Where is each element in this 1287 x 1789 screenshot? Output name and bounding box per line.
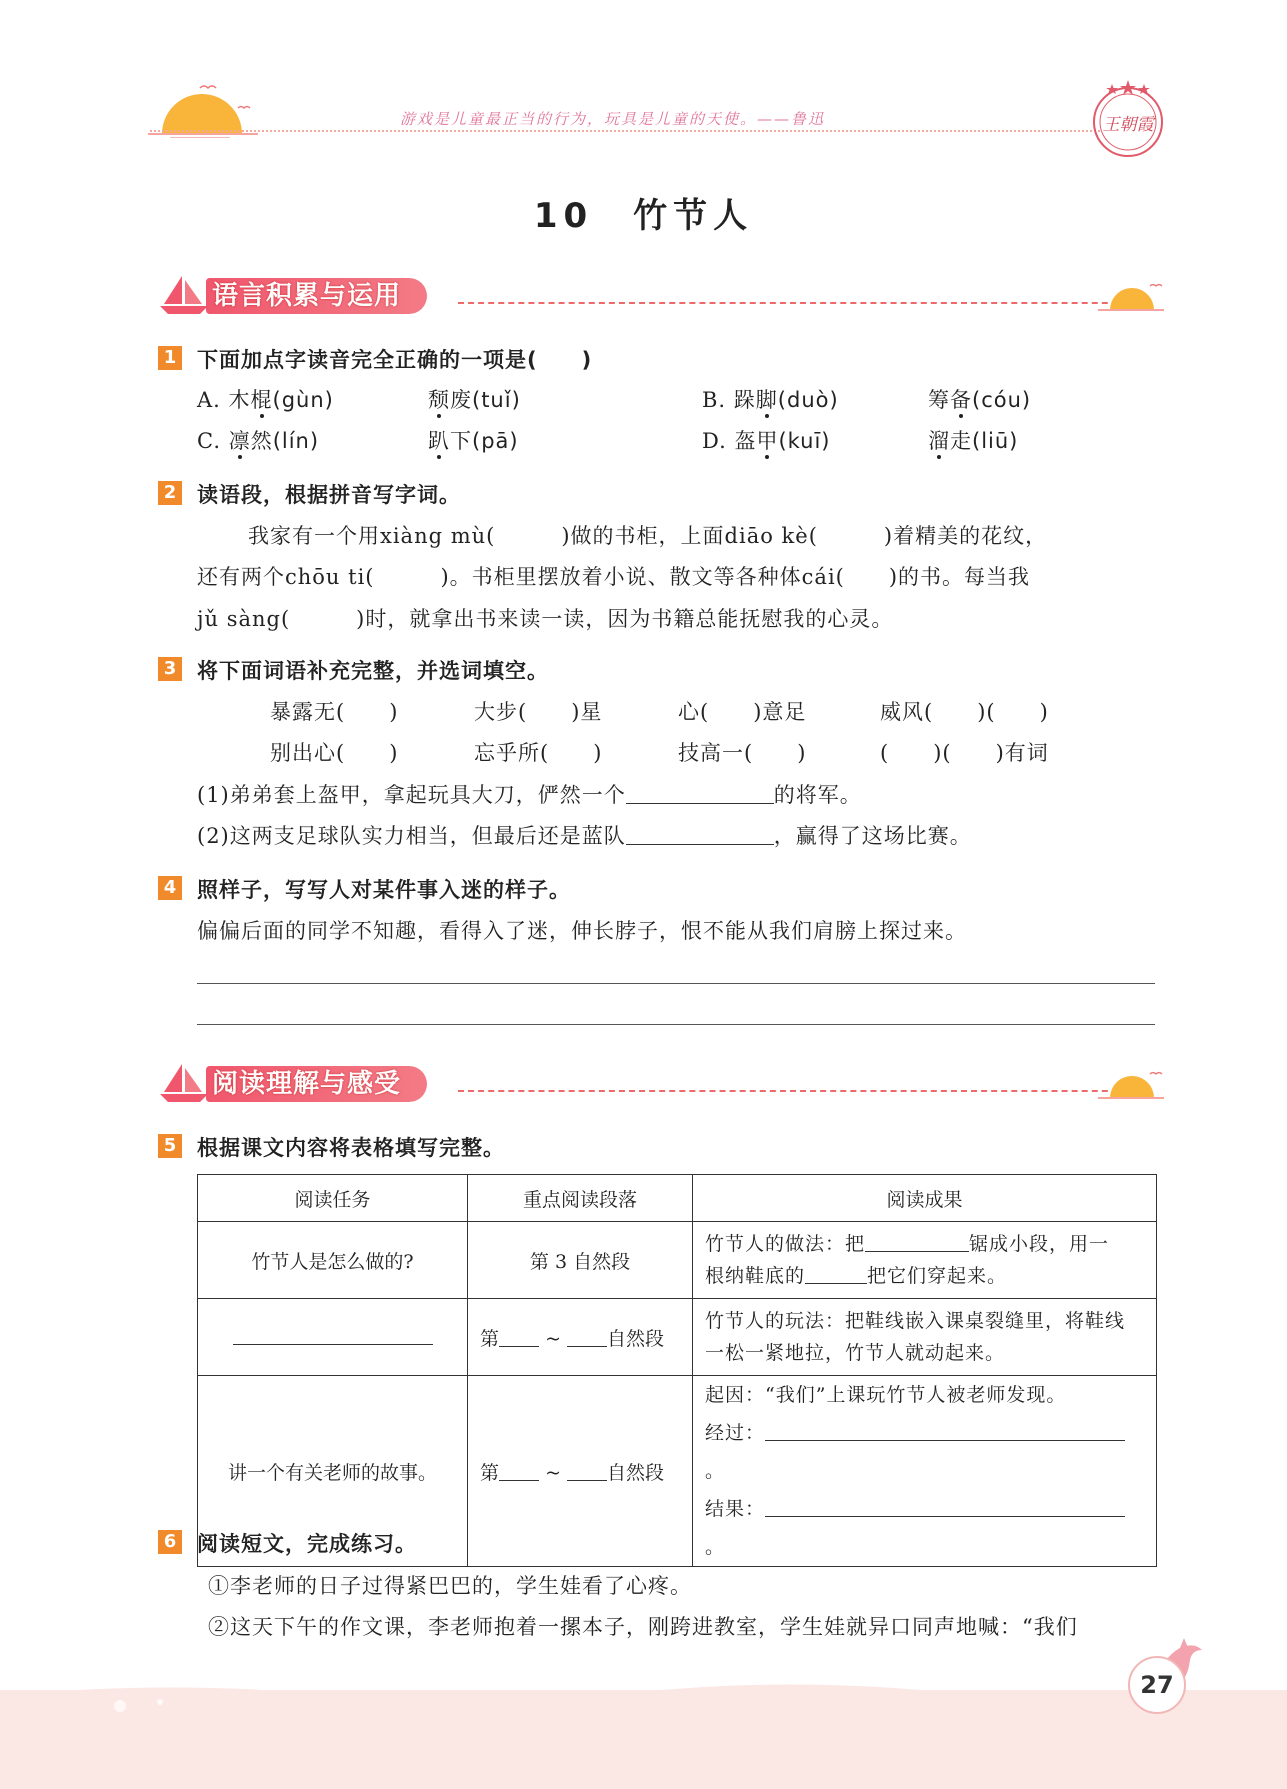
idiom-fill: 大步( )星 [474,700,603,724]
q3-sentence-1: (1)弟弟套上盔甲，拿起玩具大刀，俨然一个 的将军。 [197,783,862,807]
q1-option-c-word2: 趴下(pā) [428,429,519,453]
q2-passage-line: 还有两个chōu ti( )。书柜里摆放着小说、散文等各种体cái( )的书。每当我 [197,565,1031,589]
writing-line[interactable] [197,983,1155,984]
idiom-fill: 威风( )( ) [880,700,1049,724]
q1-option-d: D. 盔甲(kuī) [702,429,831,453]
answer-blank[interactable] [567,1462,607,1481]
reading-table [197,1174,1157,1567]
table-row [198,1222,1157,1299]
table-cell-result: 竹节人的做法：把 锯成小段，用一 根纳鞋底的 把它们穿起来。 [693,1222,1157,1299]
q6-paragraph-2: ②这天下午的作文课，李老师抱着一摞本子，刚跨进教室，学生娃就异口同声地喊：“我们 [208,1615,1078,1639]
teacher-stamp-logo [1088,76,1168,162]
question-number: 3 [158,657,182,681]
table-row [198,1299,1157,1376]
q2-passage-line: 我家有一个用xiàng mù( )做的书柜，上面diāo kè( )着精美的花纹， [248,524,1048,548]
question-number: 4 [158,876,182,900]
q1-option-a-word2: 颓废(tuǐ) [428,388,521,412]
q1-option-b: B. 跺脚(duò) [702,388,839,412]
q1-option-c: C. 凛然(lín) [197,429,320,453]
sunset-small-icon [1098,1068,1164,1106]
idiom-fill: ( )( )有词 [880,741,1049,765]
answer-blank[interactable] [626,826,774,845]
idiom-fill: 暴露无( ) [270,700,399,724]
table-header-row [198,1175,1157,1222]
writing-line[interactable] [197,1024,1155,1025]
idiom-fill: 别出心( ) [270,741,399,765]
question-number: 2 [158,481,182,505]
page-number: 27 [1128,1656,1186,1714]
question-5-prompt: 根据课文内容将表格填写完整。 [197,1136,505,1160]
stamp-text: 王朝霞 [1102,115,1154,135]
table-cell-result: 竹节人的玩法：把鞋线嵌入课桌裂缝里，将鞋线一松一紧地拉，竹节人就动起来。 [693,1299,1157,1376]
question-1-prompt: 下面加点字读音完全正确的一项是( ) [197,348,593,372]
header-motto: 游戏是儿童最正当的行为，玩具是儿童的天使。——鲁迅 [400,110,826,128]
idiom-fill: 心( )意足 [678,700,807,724]
q4-example: 偏偏后面的同学不知趣，看得入了迷，伸长脖子，恨不能从我们肩膀上探过来。 [197,919,967,943]
section-title-reading: 阅读理解与感受 [206,1066,427,1102]
question-2-prompt: 读语段，根据拼音写字词。 [197,483,461,507]
footer-wave [0,1672,1287,1712]
section-divider [458,1090,1138,1092]
table-cell-task: 竹节人是怎么做的? [198,1222,468,1299]
table-header: 阅读任务 [198,1175,468,1222]
idiom-fill: 技高一( ) [678,741,807,765]
answer-blank[interactable] [765,1498,1125,1517]
q6-paragraph-1: ①李老师的日子过得紧巴巴的，学生娃看了心疼。 [208,1574,692,1598]
answer-blank[interactable] [567,1328,607,1347]
question-6-prompt: 阅读短文，完成练习。 [197,1532,417,1556]
table-cell-paragraph: 第 3 自然段 [468,1222,693,1299]
question-number: 6 [158,1530,182,1554]
answer-blank[interactable] [805,1265,867,1284]
question-number: 5 [158,1134,182,1158]
answer-blank[interactable] [233,1326,433,1345]
idiom-fill: 忘乎所( ) [474,741,603,765]
answer-blank[interactable] [865,1233,969,1252]
header-dotted-line [150,130,1100,132]
answer-blank[interactable] [626,785,774,804]
section-banner-language [158,274,1158,318]
table-header: 阅读成果 [693,1175,1157,1222]
section-banner-reading [158,1062,1158,1106]
question-4-prompt: 照样子，写写人对某件事入迷的样子。 [197,878,571,902]
sunset-small-icon [1098,280,1164,318]
table-cell-task [198,1299,468,1376]
q1-option-a: A. 木棍(gùn) [197,388,334,412]
answer-blank[interactable] [499,1462,539,1481]
page-title: 10 竹节人 [533,196,754,236]
table-header: 重点阅读段落 [468,1175,693,1222]
sunset-decoration [140,78,260,138]
section-title-language: 语言积累与运用 [206,278,427,314]
q3-sentence-2: (2)这两支足球队实力相当，但最后还是蓝队 ，赢得了这场比赛。 [197,824,972,848]
table-cell-paragraph: 第 ~ 自然段 [468,1299,693,1376]
answer-blank[interactable] [765,1422,1125,1441]
answer-blank[interactable] [499,1328,539,1347]
table-cell-paragraph: 第 ~ 自然段 [468,1376,693,1567]
q1-option-d-word2: 溜走(liū) [928,429,1019,453]
table-cell-task: 讲一个有关老师的故事。 [198,1376,468,1567]
q1-option-b-word2: 筹备(cóu) [928,388,1032,412]
table-cell-result: 起因：“我们”上课玩竹节人被老师发现。 经过：。 结果：。 [693,1376,1157,1567]
q2-passage-line: jǔ sàng( )时，就拿出书来读一读，因为书籍总能抚慰我的心灵。 [197,607,894,631]
question-3-prompt: 将下面词语补充完整，并选词填空。 [197,659,549,683]
section-divider [458,302,1138,304]
question-number: 1 [158,346,182,370]
